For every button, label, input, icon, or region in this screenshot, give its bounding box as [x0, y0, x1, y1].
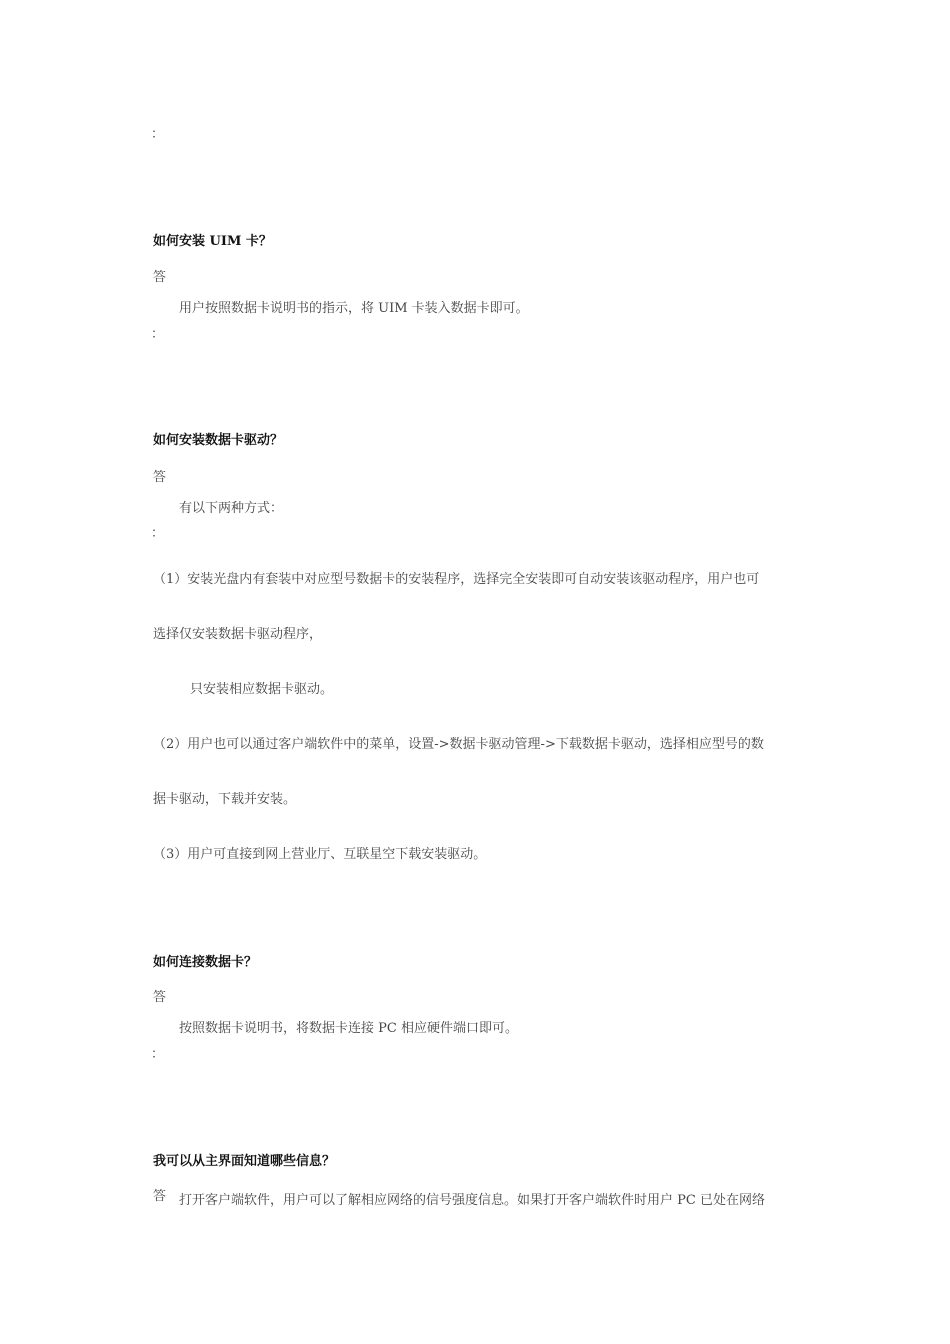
question-heading: 如何安装数据卡驱动？ [153, 433, 284, 448]
question-heading: 我可以从主界面知道哪些信息？ [153, 1154, 336, 1169]
answer-text: （1）安装光盘内有套装中对应型号数据卡的安装程序，选择完全安装即可自动安装该驱动程序，用户也可 [153, 572, 760, 587]
answer-text: 按照数据卡说明书，将数据卡连接 PC 相应硬件端口即可。 [179, 1021, 518, 1036]
answer-text: 只安装相应数据卡驱动。 [190, 682, 334, 697]
colon-mark: ： [151, 327, 165, 342]
answer-text: （3）用户可直接到网上营业厅、互联星空下载安装驱动。 [153, 847, 487, 862]
answer-label: 答 [153, 990, 167, 1005]
colon-mark: ： [151, 1047, 165, 1062]
answer-text: （2）用户也可以通过客户端软件中的菜单，设置->数据卡驱动管理->下载数据卡驱动，选择相应型号的数 [153, 737, 764, 752]
question-heading: 如何连接数据卡？ [153, 955, 258, 970]
answer-text: 选择仅安装数据卡驱动程序， [153, 627, 323, 642]
answer-label: 答 [153, 1189, 167, 1204]
answer-label: 答 [153, 470, 167, 485]
colon-mark: ： [151, 127, 165, 142]
answer-text: 据卡驱动，下载并安装。 [153, 792, 297, 807]
colon-mark: ： [151, 526, 165, 541]
question-heading: 如何安装 UIM 卡？ [153, 234, 272, 249]
answer-text: 有以下两种方式： [179, 501, 284, 516]
answer-text: 打开客户端软件，用户可以了解相应网络的信号强度信息。如果打开客户端软件时用户 PC 已处在网络 [179, 1193, 765, 1208]
answer-text: 用户按照数据卡说明书的指示，将 UIM 卡装入数据卡即可。 [179, 301, 529, 316]
answer-label: 答 [153, 270, 167, 285]
